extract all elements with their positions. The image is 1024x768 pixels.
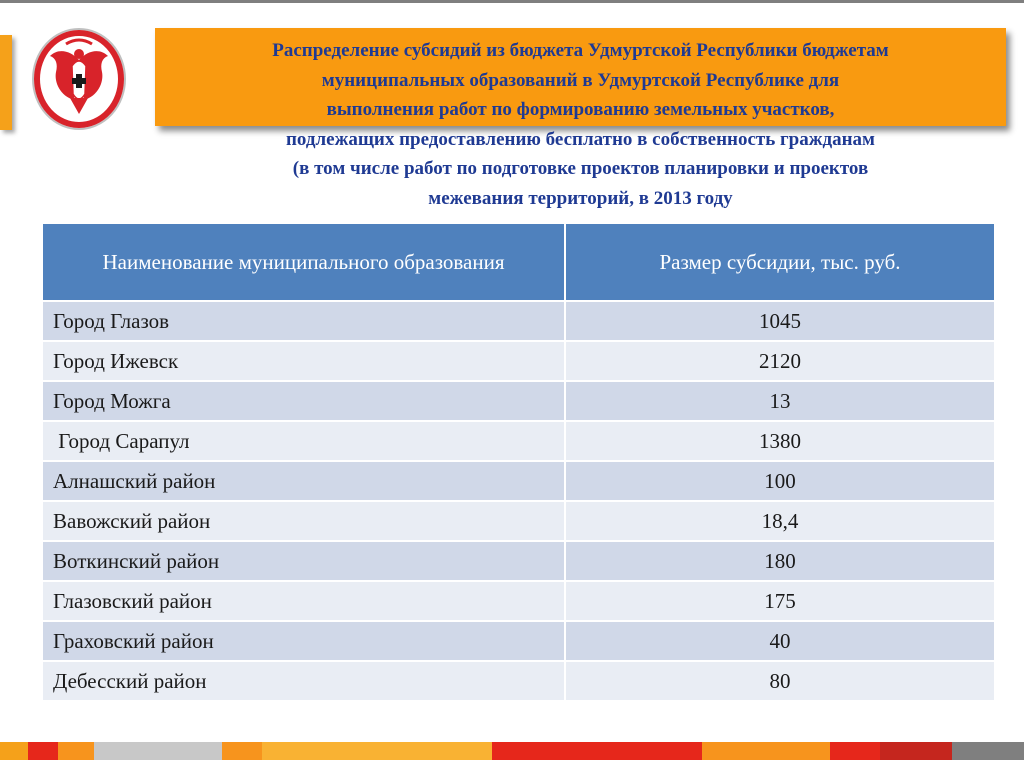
page-title: Распределение субсидий из бюджета Удмуртской Республики бюджетам муниципальных образований в Удмуртской Республике для выполнения работ по формированию земельных участков, подлежащих предоставлению бесплатно в собственность гражданам (в том числе работ по подготовке проектов планировки и проектов межевания территорий, в 2013 году	[272, 40, 889, 209]
top-rule	[0, 0, 1024, 3]
municipality-name: Город Глазов	[42, 301, 565, 341]
municipality-name: Вавожский район	[42, 501, 565, 541]
subsidy-table	[41, 222, 996, 702]
table-row	[42, 461, 995, 501]
bottom-bar-segment	[94, 742, 222, 760]
municipality-name: Дебесский район	[42, 661, 565, 701]
bottom-bar-segment	[262, 742, 492, 760]
bottom-bar-segment	[492, 742, 702, 760]
subsidy-amount: 1380	[565, 421, 995, 461]
municipality-name: Город Сарапул	[42, 421, 565, 461]
subsidy-amount: 175	[565, 581, 995, 621]
bottom-color-bar	[0, 742, 1024, 760]
table-row	[42, 581, 995, 621]
subsidy-amount: 13	[565, 381, 995, 421]
subsidy-amount: 1045	[565, 301, 995, 341]
bottom-bar-segment	[28, 742, 58, 760]
bottom-bar-segment	[0, 742, 28, 760]
table-row	[42, 381, 995, 421]
municipality-name: Граховский район	[42, 621, 565, 661]
municipality-name: Город Можга	[42, 381, 565, 421]
municipality-name: Воткинский район	[42, 541, 565, 581]
table-row	[42, 301, 995, 341]
bottom-bar-segment	[880, 742, 952, 760]
municipality-name: Алнашский район	[42, 461, 565, 501]
subsidy-amount: 2120	[565, 341, 995, 381]
table-row	[42, 661, 995, 701]
table-row	[42, 621, 995, 661]
table-row	[42, 421, 995, 461]
subsidy-amount: 180	[565, 541, 995, 581]
subsidy-amount: 40	[565, 621, 995, 661]
bottom-bar-segment	[222, 742, 262, 760]
column-header-name: Наименование муниципального образования	[42, 223, 565, 301]
side-tab-decoration	[0, 35, 12, 130]
bottom-bar-segment	[702, 742, 830, 760]
table-header-row	[42, 223, 995, 301]
udmurt-coat-of-arms-icon	[30, 26, 128, 132]
subsidy-amount: 80	[565, 661, 995, 701]
bottom-bar-segment	[830, 742, 880, 760]
column-header-amount: Размер субсидии, тыс. руб.	[565, 223, 995, 301]
table-row	[42, 341, 995, 381]
subsidy-amount: 18,4	[565, 501, 995, 541]
bottom-bar-segment	[58, 742, 94, 760]
bottom-bar-segment	[952, 742, 1024, 760]
subsidy-amount: 100	[565, 461, 995, 501]
municipality-name: Город Ижевск	[42, 341, 565, 381]
table-row	[42, 501, 995, 541]
table-row	[42, 541, 995, 581]
municipality-name: Глазовский район	[42, 581, 565, 621]
